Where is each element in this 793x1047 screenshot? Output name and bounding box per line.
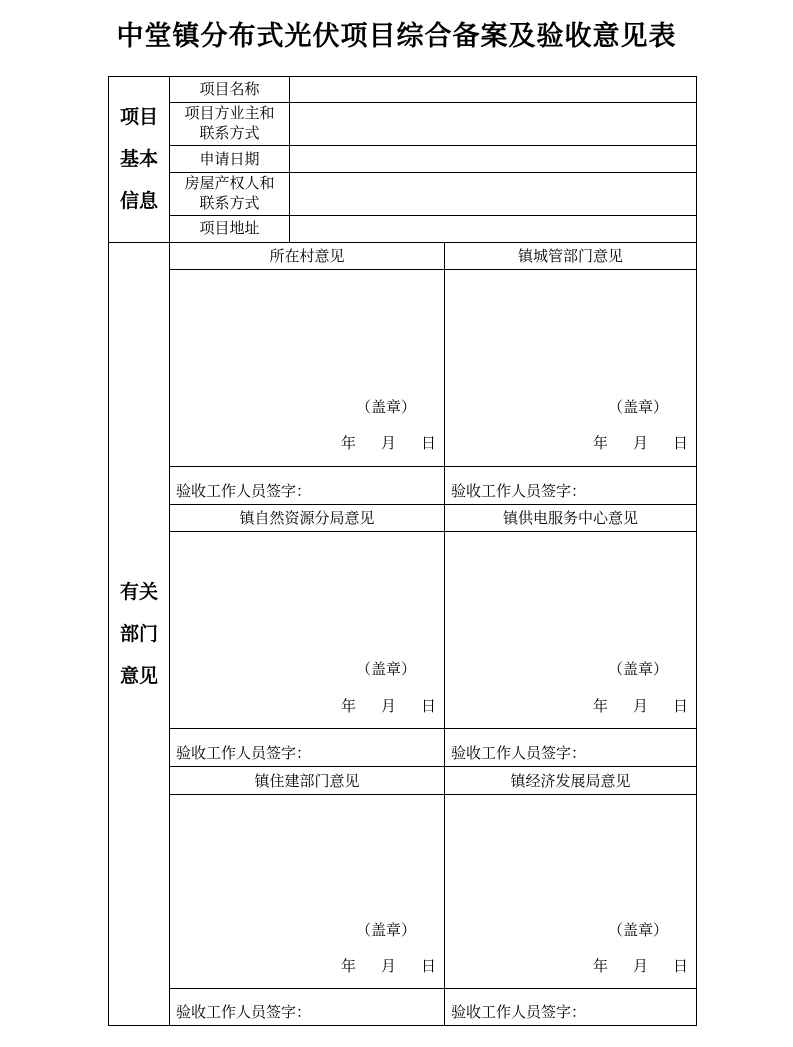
table-border-bottom: [108, 1025, 697, 1026]
basic-info-section-label: [109, 96, 169, 222]
seal-label: （盖章）: [608, 660, 669, 678]
date-year-label: 年: [593, 957, 609, 975]
date-year-label: 年: [341, 957, 357, 975]
field-label-application-date: 申请日期: [199, 150, 260, 168]
seal-label: （盖章）: [608, 398, 669, 416]
signature-label: 验收工作人员签字：: [451, 482, 587, 500]
dept-header-economic-development: 镇经济发展局意见: [510, 772, 631, 790]
field-label-owner-contact-line2: 联系方式: [199, 124, 260, 142]
date-month-label: 月: [633, 434, 649, 452]
signature-label: 验收工作人员签字：: [176, 744, 312, 762]
section-label-line: 信息: [119, 190, 158, 212]
date-year-label: 年: [593, 434, 609, 452]
date-day-label: 日: [673, 697, 689, 715]
seal-label: （盖章）: [356, 398, 417, 416]
date-month-label: 月: [381, 434, 397, 452]
row-divider: [169, 466, 697, 467]
section-label-line: 部门: [119, 623, 158, 645]
dept-header-village: 所在村意见: [269, 247, 345, 265]
opinions-section-label: [109, 571, 169, 697]
seal-label: （盖章）: [608, 921, 669, 939]
field-label-project-address: 项目地址: [199, 219, 260, 237]
row-divider: [169, 145, 697, 146]
row-divider: [169, 504, 697, 505]
date-month-label: 月: [381, 697, 397, 715]
dept-header-natural-resources: 镇自然资源分局意见: [239, 509, 375, 527]
date-year-label: 年: [593, 697, 609, 715]
section-label-line: 项目: [119, 106, 158, 128]
seal-label: （盖章）: [356, 921, 417, 939]
row-divider: [169, 269, 697, 270]
signature-label: 验收工作人员签字：: [176, 482, 312, 500]
dept-header-urban-management: 镇城管部门意见: [517, 247, 623, 265]
form-title: 中堂镇分布式光伏项目综合备案及验收意见表: [116, 21, 677, 52]
date-month-label: 月: [633, 697, 649, 715]
date-year-label: 年: [341, 697, 357, 715]
field-label-property-owner-contact-line2: 联系方式: [199, 194, 260, 212]
section-divider: [108, 242, 697, 243]
field-label-project-name: 项目名称: [199, 80, 260, 98]
date-day-label: 日: [673, 957, 689, 975]
row-divider: [169, 794, 697, 795]
table-border-right: [696, 76, 697, 1026]
date-day-label: 日: [421, 434, 437, 452]
field-label-divider: [289, 76, 290, 242]
date-year-label: 年: [341, 434, 357, 452]
section-label-line: 基本: [119, 148, 158, 170]
field-label-owner-contact: 项目方业主和: [184, 104, 275, 122]
date-day-label: 日: [673, 434, 689, 452]
row-divider: [169, 215, 697, 216]
row-divider: [169, 988, 697, 989]
signature-label: 验收工作人员签字：: [451, 1003, 587, 1021]
date-day-label: 日: [421, 697, 437, 715]
row-divider: [169, 728, 697, 729]
dept-header-housing-construction: 镇住建部门意见: [254, 772, 360, 790]
row-divider: [169, 766, 697, 767]
seal-label: （盖章）: [356, 660, 417, 678]
signature-label: 验收工作人员签字：: [176, 1003, 312, 1021]
date-month-label: 月: [381, 957, 397, 975]
section-label-line: 意见: [119, 665, 158, 687]
signature-label: 验收工作人员签字：: [451, 744, 587, 762]
row-divider: [169, 531, 697, 532]
dept-header-power-supply: 镇供电服务中心意见: [502, 509, 638, 527]
section-label-line: 有关: [119, 581, 158, 603]
table-border-top: [108, 76, 697, 77]
date-month-label: 月: [633, 957, 649, 975]
date-day-label: 日: [421, 957, 437, 975]
field-label-property-owner-contact: 房屋产权人和: [184, 174, 275, 192]
opinion-column-divider: [444, 242, 445, 1026]
